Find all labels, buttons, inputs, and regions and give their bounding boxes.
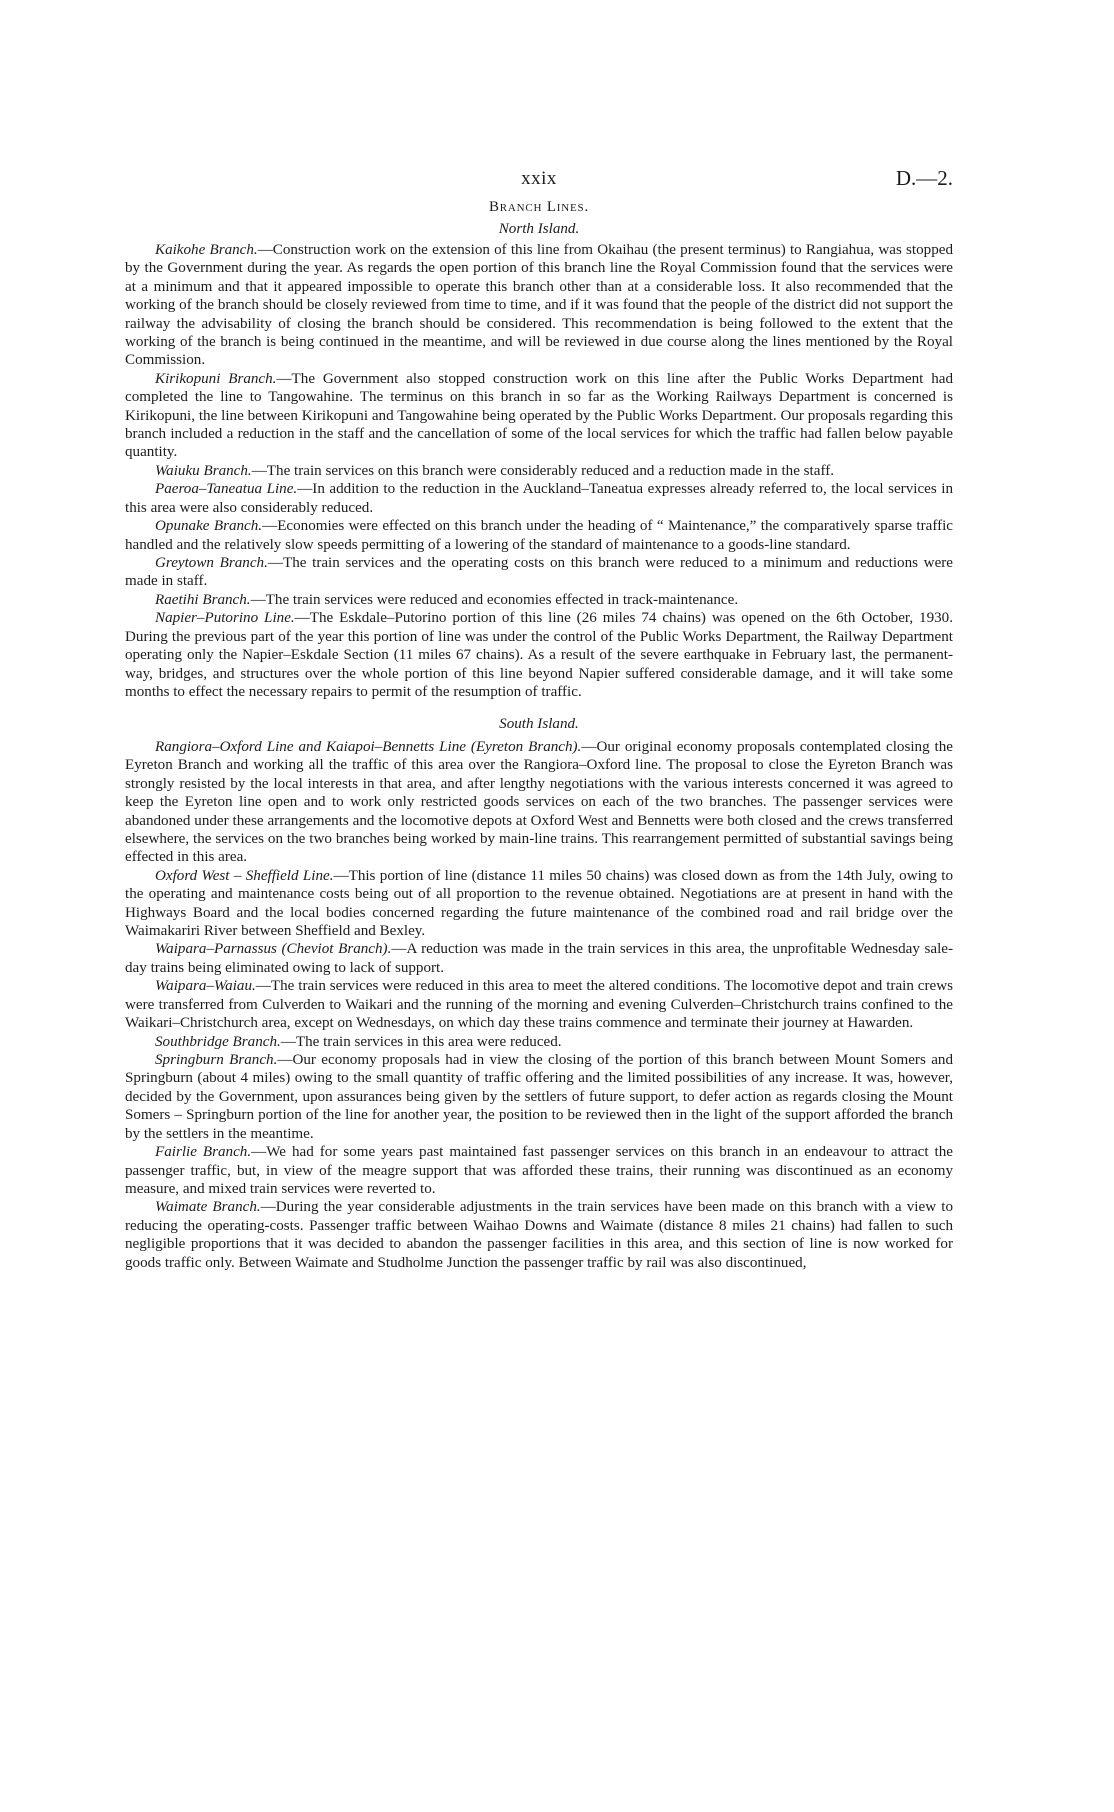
- branch-text: —Our original economy proposals contemplated closing the Eyreton Branch and working all the traffic of this area over the Rangiora–Oxford line. The proposal to close the Eyreton Branch was strongly resisted by the local interests in that area, and after lengthy negotiations with the various interests concerned it was agreed to keep the Eyreton line open and to work only restricted goods services on each of the two branches. The passenger services were abandoned under these arrangements and the locomotive depots at Oxford West and Bennetts were both closed and the crews transferred elsewhere, the services on the two branches being worked by main-line trains. This rearrangement permitted of substantial savings being effected in this area.: [125, 738, 953, 866]
- branch-heading: Fairlie Branch.: [155, 1144, 252, 1161]
- branch-heading: Waipara–Waiau.: [155, 978, 256, 995]
- north-island-section: [125, 220, 953, 701]
- branch-heading: Rangiora–Oxford Line and Kaiapoi–Bennetts Line (Eyreton Branch).: [155, 738, 582, 755]
- branch-heading: Paeroa–Taneatua Line.: [155, 481, 298, 498]
- branch-paragraph: [125, 1033, 953, 1051]
- branch-paragraph: [125, 940, 953, 977]
- south-island-paragraphs: [125, 738, 953, 1272]
- branch-heading: Southbridge Branch.: [155, 1033, 281, 1050]
- branch-text: —During the year considerable adjustments in the train services have been made on this branch with a view to reducing the operating-costs. Passenger traffic between Waihao Downs and Waimate (distance 8 miles 21 chains) had fallen to such negligible proportions that it was decided to abandon the passenger facilities in this area, and this section of line is now worked for goods traffic only. Between Waimate and Studholme Junction the passenger traffic by rail was also discontinued,: [125, 1199, 954, 1271]
- branch-paragraph: [125, 591, 953, 609]
- branch-heading: Raetihi Branch.: [155, 591, 251, 608]
- branch-text: —The Government also stopped construction work on this line after the Public Works Department had completed the line to Tangowahine. The terminus on this branch in so far as the Working Railways Department is concerned is Kirikopuni, the line between Kirikopuni and Tangowahine being operated by the Public Works Department. Our proposals regarding this branch included a reduction in the staff and the cancellation of some of the local services for which the traffic had fallen below payable quantity.: [125, 370, 953, 461]
- branch-text: —We had for some years past maintained fast passenger services on this branch in an endeavour to attract the passenger traffic, but, in view of the meagre support that was afforded these trains, their running was discontinued as an economy measure, and mixed train services were reverted to.: [125, 1144, 953, 1197]
- branch-text: —The train services were reduced and economies effected in track-maintenance.: [250, 591, 739, 608]
- branch-heading: Napier–Putorino Line.: [155, 610, 295, 627]
- branch-heading: Kaikohe Branch.: [155, 241, 258, 258]
- branch-heading: Oxford West – Sheffield Line.: [155, 867, 334, 884]
- branch-heading: Springburn Branch.: [155, 1051, 278, 1068]
- page-header: [125, 166, 953, 198]
- branch-text: —The train services and the operating costs on this branch were reduced to a minimum and reductions were made in staff.: [125, 555, 954, 590]
- north-island-paragraphs: [125, 241, 953, 702]
- section-title: Branch Lines.: [488, 199, 590, 215]
- branch-paragraph: [125, 1143, 953, 1198]
- north-island-title: North Island.: [498, 221, 580, 238]
- branch-paragraph: [125, 609, 953, 701]
- document-page: [125, 166, 954, 1272]
- branch-text: —Our economy proposals had in view the closing of the portion of this branch between Mount Somers and Springburn (about 4 miles) owing to the small quantity of traffic offering and the limited possibilities of any increase. It was, however, decided by the Government, upon assurances being given by the settlers of future support, to defer action as regards closing the Mount Somers – Springburn portion of the line for another year, the position to be reviewed then in the light of the support afforded the branch by the settlers in the meantime.: [125, 1051, 953, 1142]
- branch-heading: Waiuku Branch.: [155, 462, 252, 479]
- branch-text: —A reduction was made in the train services in this area, the unprofitable Wednesday sale-day trains being eliminated owing to lack of support.: [125, 941, 953, 976]
- branch-paragraph: [125, 738, 953, 867]
- branch-paragraph: [125, 1051, 953, 1143]
- branch-text: —The Eskdale–Putorino portion of this line (26 miles 74 chains) was opened on the 6th October, 1930. During the previous part of the year this portion of line was under the control of the Public Works Department, the Railway Department operating only the Napier–Eskdale Section (11 miles 67 chains). As a result of the severe earthquake in February last, the permanent-way, bridges, and structures over the whole portion of this line beyond Napier suffered considerable damage, and it will take some months to effect the necessary repairs to permit of the resumption of traffic.: [125, 610, 953, 700]
- branch-heading: Waipara–Parnassus (Cheviot Branch).: [155, 941, 392, 958]
- branch-text: —The train services were reduced in this area to meet the altered conditions. The locomotive depot and train crews were transferred from Culverden to Waikari and the running of the morning and evening Culverden–Christchurch trains confined to the Waikari–Christchurch area, except on Wednesdays, on which day these trains commence and terminate their journey at Hawarden.: [125, 978, 953, 1032]
- branch-heading: Waimate Branch.: [155, 1199, 261, 1216]
- branch-paragraph: [125, 517, 953, 554]
- branch-heading: Greytown Branch.: [155, 555, 268, 572]
- branch-text: —Construction work on the extension of this line from Okaihau (the present terminus) to Rangiahua, was stopped by the Government during the year. As regards the open portion of this branch line the Royal Commission found that the services were at a minimum and that it appeared impossible to operate this branch other than at a considerable loss. It also recommended that the working of the branch should be closely reviewed from time to time, and if it was found that the people of the district did not support the railway the advisability of closing the branch should be considered. This recommendation is being followed to the extent that the working of the branch is being continued in the meantime, and will be reviewed in due course along the lines mentioned by the Royal Commission.: [125, 241, 954, 369]
- branch-paragraph: [125, 462, 953, 480]
- branch-text: —The train services in this area were reduced.: [280, 1033, 562, 1050]
- branch-text: —Economies were effected on this branch under the heading of “ Maintenance,” the comparatively sparse traffic handled and the relatively slow speeds permitting of a lowering of the standard of maintenance to a goods-line standard.: [125, 518, 954, 553]
- branch-paragraph: [125, 241, 953, 370]
- document-reference: D.—2.: [895, 166, 953, 190]
- branch-heading: Opunake Branch.: [155, 518, 263, 535]
- branch-paragraph: [125, 867, 953, 941]
- branch-paragraph: [125, 554, 953, 591]
- page-number: xxix: [521, 168, 557, 189]
- branch-text: —In addition to the reduction in the Auckland–Taneatua expresses already referred to, the local services in this area were also considerably reduced.: [125, 481, 953, 516]
- branch-paragraph: [125, 370, 953, 462]
- branch-text: —The train services on this branch were considerably reduced and a reduction made in the staff.: [251, 462, 834, 479]
- branch-heading: Kirikopuni Branch.: [155, 370, 277, 387]
- south-island-title: South Island.: [499, 716, 579, 733]
- branch-paragraph: [125, 480, 953, 517]
- branch-paragraph: [125, 1198, 953, 1272]
- branch-text: —This portion of line (distance 11 miles 50 chains) was closed down as from the 14th July, owing to the operating and maintenance costs being out of all proportion to the revenue obtained. Negotiations are at present in hand with the Highways Board and the local bodies concerned regarding the future maintenance of the combined road and rail bridge over the Waimakariri River between Sheffield and Bexley.: [125, 867, 953, 940]
- south-island-section: [125, 715, 953, 1272]
- branch-paragraph: [125, 977, 953, 1032]
